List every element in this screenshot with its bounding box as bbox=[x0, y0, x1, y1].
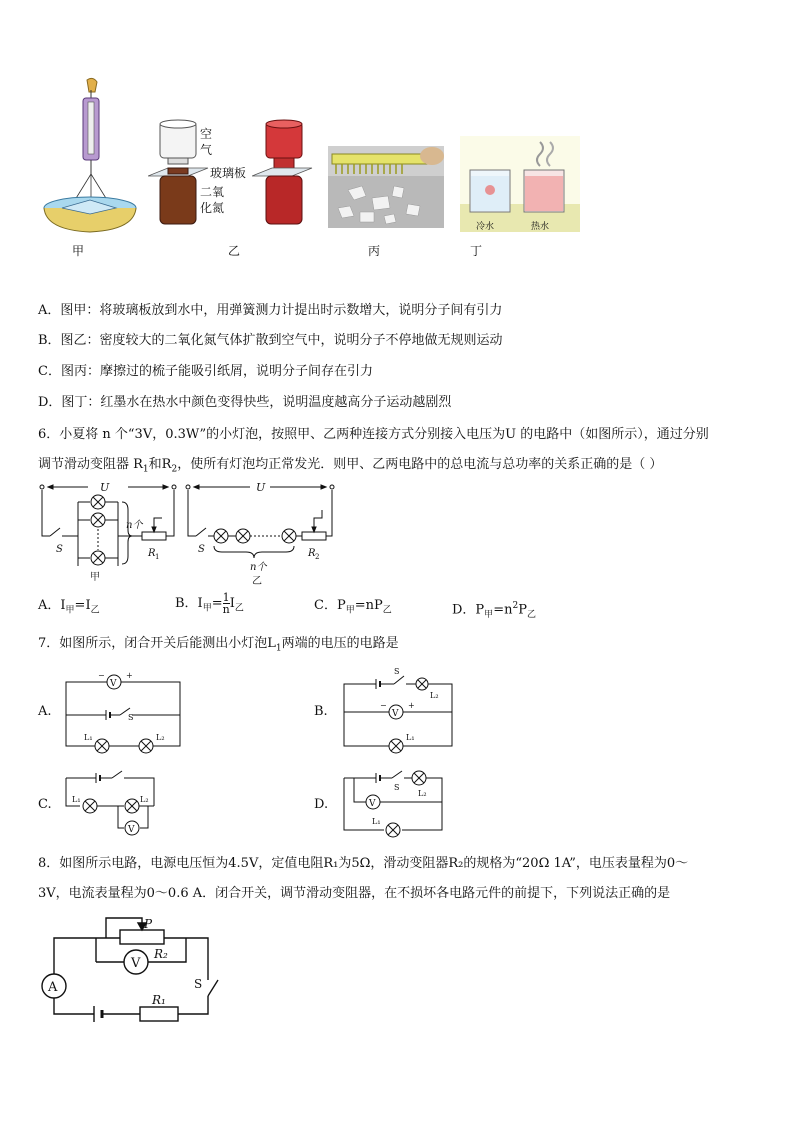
q7-circuit-a bbox=[60, 668, 184, 754]
svg-text:V: V bbox=[369, 799, 376, 809]
svg-text:V: V bbox=[128, 825, 135, 835]
q7-circuit-c bbox=[60, 766, 160, 838]
q6-label-u1: U bbox=[100, 481, 110, 494]
svg-text:S: S bbox=[198, 544, 205, 555]
svg-text:L₂: L₂ bbox=[430, 691, 439, 700]
q6-circuit-figure bbox=[38, 480, 338, 586]
svg-text:L₁: L₁ bbox=[72, 795, 81, 804]
q7-stem: 7．如图所示，闭合开关后能测出小灯泡$L_1$两端的电压的电路是 bbox=[38, 636, 399, 654]
label-cold: 冷水 bbox=[476, 222, 495, 232]
figure-ding bbox=[460, 136, 580, 232]
label-hot: 热水 bbox=[531, 222, 550, 232]
q5-option-d: D．图丁：红墨水在热水中颜色变得快些，说明温度越高分子运动越剧烈 bbox=[38, 395, 452, 410]
figure-bing bbox=[328, 146, 444, 228]
svg-text:1: 1 bbox=[155, 553, 160, 561]
svg-text:R₁: R₁ bbox=[152, 993, 166, 1007]
svg-text:R: R bbox=[148, 548, 156, 559]
q7-label-a: A. bbox=[38, 704, 52, 719]
svg-text:V: V bbox=[131, 956, 141, 971]
svg-text:S: S bbox=[128, 713, 134, 722]
svg-text:R₂: R₂ bbox=[154, 947, 168, 961]
label-glass: 玻璃板 bbox=[210, 166, 247, 180]
q6-stem-line1: 6．小夏将 n 个“3V，0.3W”的小灯泡，按照甲、乙两种连接方式分别接入电压为U 的电路中（如图所示），通过分别 bbox=[38, 427, 709, 442]
svg-text:L₂: L₂ bbox=[156, 733, 165, 742]
q6-option-a: A．$I_甲=I_乙$ bbox=[38, 598, 100, 616]
svg-text:L₁: L₁ bbox=[84, 733, 93, 742]
svg-text:R: R bbox=[308, 548, 316, 559]
svg-text:L₁: L₁ bbox=[406, 733, 415, 742]
figure-jia bbox=[40, 76, 140, 236]
q8-stem-line2: 3V，电流表量程为0～0.6 A．闭合开关，调节滑动变阻器，在不损坏各电路元件的前提下，下列说法正确的是 bbox=[38, 886, 671, 901]
q6-option-d: D．$P_甲=n^2P_乙$ bbox=[452, 601, 536, 620]
fig-label-yi: 乙 bbox=[228, 244, 241, 258]
figure-yi-2 bbox=[252, 118, 322, 230]
q7-label-c: C. bbox=[38, 797, 52, 812]
svg-text:n个: n个 bbox=[126, 520, 143, 531]
svg-text:S: S bbox=[194, 977, 203, 991]
svg-text:S: S bbox=[394, 783, 400, 792]
svg-text:2: 2 bbox=[315, 553, 320, 561]
q5-option-c: C．图丙：摩擦过的梳子能吸引纸屑，说明分子间存在引力 bbox=[38, 364, 373, 379]
fig-label-ding: 丁 bbox=[470, 244, 483, 258]
q6-option-b: B．$I_甲=$ $\frac{1}{n}$ $I_乙$ bbox=[175, 591, 244, 616]
svg-text:−: − bbox=[98, 671, 105, 680]
label-no2: 二氧化氮 bbox=[200, 185, 225, 215]
q7-label-b: B. bbox=[314, 704, 328, 719]
svg-text:+: + bbox=[408, 701, 415, 710]
svg-text:甲: 甲 bbox=[90, 572, 100, 583]
q5-option-b: B．图乙：密度较大的二氧化氮气体扩散到空气中，说明分子不停地做无规则运动 bbox=[38, 333, 503, 348]
q8-circuit-figure bbox=[36, 910, 226, 1030]
q6-stem-line2: 调节滑动变阻器 $R_1$和$R_2$，使所有灯泡均正常发光．则甲、乙两电路中的总电流与总功率的关系正确的是（ ） bbox=[38, 457, 663, 475]
svg-text:A: A bbox=[48, 980, 58, 995]
svg-text:S: S bbox=[56, 544, 63, 555]
label-air: 空气 bbox=[200, 127, 213, 157]
svg-text:V: V bbox=[392, 709, 399, 719]
svg-text:−: − bbox=[380, 701, 387, 710]
fig-label-jia: 甲 bbox=[72, 244, 85, 258]
svg-text:+: + bbox=[126, 671, 133, 680]
svg-text:L₂: L₂ bbox=[418, 789, 427, 798]
q8-stem-line1: 8．如图所示电路，电源电压恒为4.5V，定值电阻R₁为5Ω，滑动变阻器R₂的规格为“20Ω 1A”，电压表量程为0～ bbox=[38, 856, 689, 871]
svg-text:V: V bbox=[110, 679, 117, 689]
svg-text:S: S bbox=[394, 667, 400, 676]
svg-text:L₁: L₁ bbox=[372, 817, 381, 826]
q7-circuit-b bbox=[338, 666, 458, 754]
q5-option-a: A．图甲：将玻璃板放到水中，用弹簧测力计提出时示数增大，说明分子间有引力 bbox=[38, 303, 503, 318]
svg-text:n个: n个 bbox=[250, 562, 267, 573]
svg-text:L₂: L₂ bbox=[140, 795, 149, 804]
q7-circuit-d bbox=[338, 762, 448, 840]
svg-text:U: U bbox=[256, 481, 266, 494]
svg-text:乙: 乙 bbox=[252, 576, 262, 586]
svg-text:P: P bbox=[144, 917, 153, 931]
q6-option-c: C．$P_甲=nP_乙$ bbox=[314, 598, 392, 616]
q7-label-d: D. bbox=[314, 797, 329, 812]
fig-label-bing: 丙 bbox=[368, 244, 381, 258]
